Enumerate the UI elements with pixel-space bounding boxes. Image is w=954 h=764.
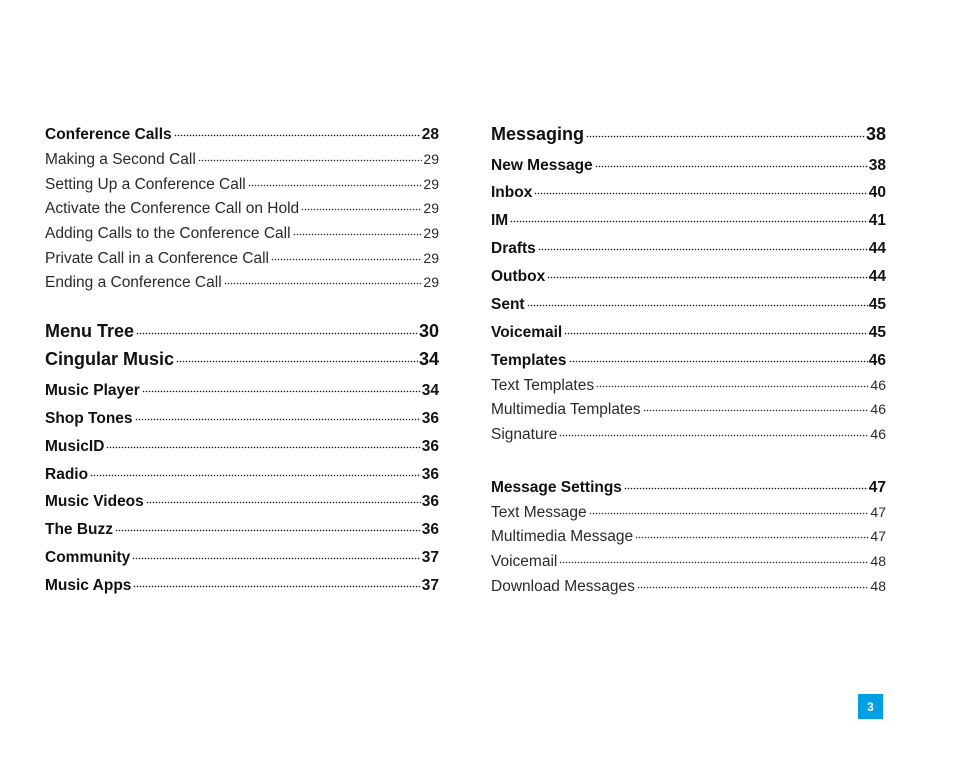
toc-entry-title: Voicemail <box>491 552 558 570</box>
toc-entry-page-number: 28 <box>421 125 439 143</box>
toc-entry[interactable] <box>45 173 439 194</box>
dot-leader <box>90 463 421 479</box>
toc-entry[interactable] <box>491 423 886 444</box>
toc-entry[interactable] <box>491 501 886 522</box>
toc-entry[interactable] <box>491 321 886 342</box>
toc-entry[interactable] <box>45 379 439 400</box>
toc-entry[interactable] <box>45 123 439 144</box>
toc-entry[interactable] <box>491 349 886 370</box>
toc-entry-title: Menu Tree <box>45 321 135 341</box>
dot-leader <box>637 575 870 591</box>
dot-leader <box>146 490 421 506</box>
dot-leader <box>635 525 869 541</box>
toc-entry-page-number: 29 <box>423 175 439 192</box>
toc-entry-title: The Buzz <box>45 520 114 538</box>
toc-entry[interactable] <box>45 407 439 428</box>
toc-entry[interactable] <box>45 347 439 370</box>
dot-leader <box>293 222 423 238</box>
toc-entry-page-number: 36 <box>421 409 439 427</box>
toc-entry-page-number: 44 <box>868 267 886 285</box>
toc-entry-page-number: 36 <box>421 437 439 455</box>
toc-entry-title: Download Messages <box>491 577 635 595</box>
toc-entry-title: Setting Up a Conference Call <box>45 175 246 193</box>
toc-entry[interactable] <box>45 518 439 539</box>
toc-entry-page-number: 36 <box>421 520 439 538</box>
toc-entry-title: Voicemail <box>491 323 563 341</box>
toc-entry-page-number: 46 <box>870 400 886 417</box>
dot-leader <box>224 271 423 287</box>
dot-leader <box>115 518 421 534</box>
toc-entry-title: Activate the Conference Call on Hold <box>45 199 300 217</box>
dot-leader <box>595 154 868 170</box>
toc-entry-title: MusicID <box>45 437 105 455</box>
dot-leader <box>248 173 423 189</box>
toc-entry-page-number: 29 <box>423 150 439 167</box>
toc-entry-page-number: 29 <box>423 199 439 216</box>
toc-entry-title: Outbox <box>491 267 546 285</box>
toc-entry-title: Music Player <box>45 381 140 399</box>
dot-leader <box>133 574 420 590</box>
dot-leader <box>198 148 423 164</box>
toc-entry-page-number: 47 <box>870 503 886 520</box>
toc-entry-title: Message Settings <box>491 478 622 496</box>
dot-leader <box>135 407 421 423</box>
toc-entry[interactable] <box>45 222 439 243</box>
toc-entry-page-number: 34 <box>418 349 439 369</box>
page-number-badge: 3 <box>858 694 883 719</box>
toc-entry-title: Making a Second Call <box>45 150 196 168</box>
toc-entry-title: Sent <box>491 295 525 313</box>
toc-entry[interactable] <box>45 574 439 595</box>
toc-entry[interactable] <box>491 398 886 419</box>
toc-entry-page-number: 46 <box>870 376 886 393</box>
toc-entry[interactable] <box>491 476 886 497</box>
toc-entry-title: Inbox <box>491 183 533 201</box>
toc-entry-page-number: 37 <box>421 576 439 594</box>
toc-entry-page-number: 40 <box>868 183 886 201</box>
toc-entry-page-number: 36 <box>421 492 439 510</box>
toc-entry-title: Private Call in a Conference Call <box>45 249 269 267</box>
toc-entry[interactable] <box>491 154 886 175</box>
toc-entry-title: IM <box>491 211 509 229</box>
toc-entry-page-number: 46 <box>870 425 886 442</box>
toc-entry[interactable] <box>45 319 439 342</box>
toc-entry-title: Community <box>45 548 131 566</box>
dot-leader <box>569 349 868 365</box>
toc-entry-title: Templates <box>491 351 567 369</box>
toc-entry[interactable] <box>491 293 886 314</box>
dot-leader <box>547 265 868 281</box>
toc-entry[interactable] <box>45 247 439 268</box>
toc-entry-page-number: 47 <box>870 527 886 544</box>
toc-entry-page-number: 44 <box>868 239 886 257</box>
toc-entry[interactable] <box>491 575 886 596</box>
toc-entry[interactable] <box>491 237 886 258</box>
toc-entry[interactable] <box>491 209 886 230</box>
toc-entry[interactable] <box>491 550 886 571</box>
toc-entry-page-number: 29 <box>423 249 439 266</box>
toc-entry-title: Text Message <box>491 503 587 521</box>
dot-leader <box>176 347 418 365</box>
dot-leader <box>136 319 418 337</box>
dot-leader <box>586 122 865 140</box>
dot-leader <box>643 398 870 414</box>
toc-entry[interactable] <box>45 148 439 169</box>
toc-entry-page-number: 48 <box>870 552 886 569</box>
toc-entry-page-number: 37 <box>421 548 439 566</box>
toc-entry[interactable] <box>45 463 439 484</box>
dot-leader <box>534 181 867 197</box>
dot-leader <box>564 321 868 337</box>
dot-leader <box>174 123 421 139</box>
toc-entry-page-number: 29 <box>423 273 439 290</box>
toc-entry-page-number: 45 <box>868 295 886 313</box>
toc-entry-title: New Message <box>491 156 593 174</box>
toc-entry-page-number: 38 <box>868 156 886 174</box>
dot-leader <box>559 550 869 566</box>
dot-leader <box>589 501 870 517</box>
dot-leader <box>527 293 868 309</box>
dot-leader <box>106 435 420 451</box>
dot-leader <box>596 374 869 390</box>
toc-entry-title: Drafts <box>491 239 536 257</box>
dot-leader <box>132 546 421 562</box>
dot-leader <box>301 197 422 213</box>
toc-entry-title: Ending a Conference Call <box>45 273 222 291</box>
toc-entry[interactable] <box>45 271 439 292</box>
toc-entry-title: Messaging <box>491 124 585 144</box>
toc-entry-page-number: 41 <box>868 211 886 229</box>
dot-leader <box>510 209 868 225</box>
toc-entry-page-number: 47 <box>868 478 886 496</box>
dot-leader <box>624 476 868 492</box>
toc-entry-title: Music Videos <box>45 492 144 510</box>
toc-entry-page-number: 36 <box>421 465 439 483</box>
toc-entry-title: Multimedia Message <box>491 527 634 545</box>
dot-leader <box>271 247 422 263</box>
toc-entry-title: Shop Tones <box>45 409 133 427</box>
toc-entry-page-number: 34 <box>421 381 439 399</box>
toc-entry-page-number: 30 <box>418 321 439 341</box>
toc-entry-title: Signature <box>491 425 558 443</box>
toc-entry[interactable] <box>491 525 886 546</box>
toc-entry[interactable] <box>491 374 886 395</box>
dot-leader <box>559 423 869 439</box>
toc-entry-title: Adding Calls to the Conference Call <box>45 224 291 242</box>
toc-entry[interactable] <box>45 197 439 218</box>
toc-entry-page-number: 46 <box>868 351 886 369</box>
toc-entry-page-number: 38 <box>865 124 886 144</box>
toc-entry[interactable] <box>45 546 439 567</box>
toc-entry[interactable] <box>491 122 886 145</box>
dot-leader <box>538 237 868 253</box>
toc-entry-title: Conference Calls <box>45 125 172 143</box>
toc-entry-title: Radio <box>45 465 89 483</box>
toc-entry-title: Text Templates <box>491 376 595 394</box>
dot-leader <box>142 379 421 395</box>
toc-entry-title: Cingular Music <box>45 349 175 369</box>
toc-entry[interactable] <box>45 490 439 511</box>
toc-entry-page-number: 45 <box>868 323 886 341</box>
toc-entry-title: Music Apps <box>45 576 132 594</box>
toc-entry-title: Multimedia Templates <box>491 400 641 418</box>
toc-entry[interactable] <box>491 181 886 202</box>
toc-entry[interactable] <box>45 435 439 456</box>
toc-entry-page-number: 48 <box>870 577 886 594</box>
toc-entry[interactable] <box>491 265 886 286</box>
toc-entry-page-number: 29 <box>423 224 439 241</box>
